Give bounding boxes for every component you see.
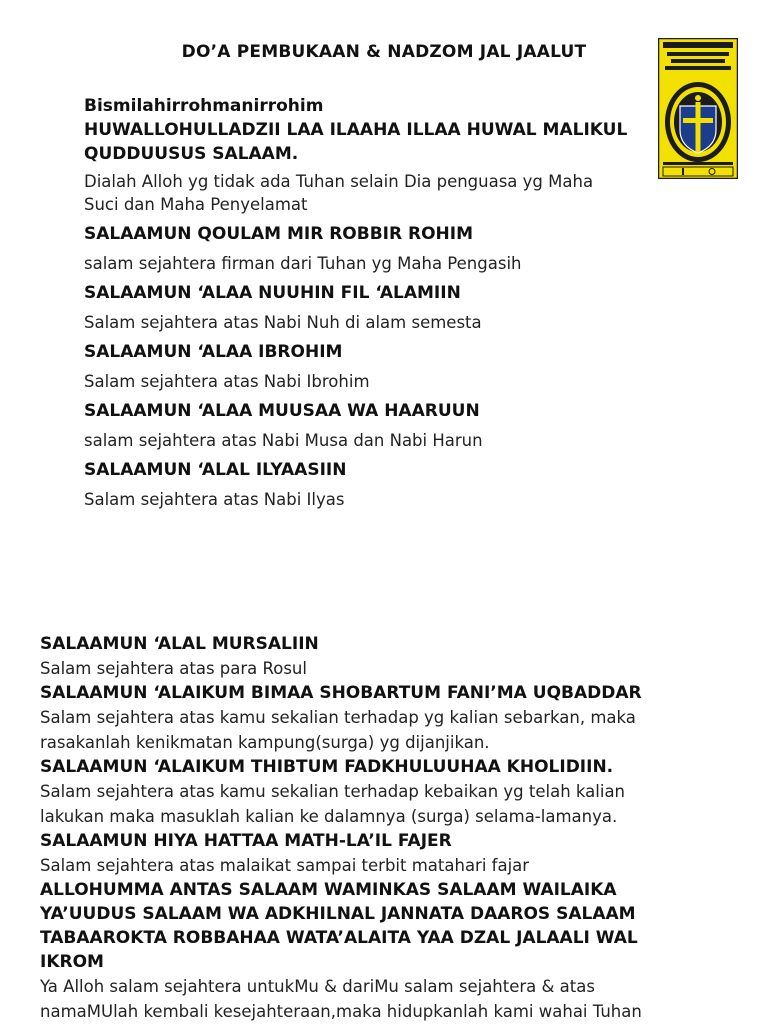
thibtum-arabic: SALAAMUN ‘ALAIKUM THIBTUM FADKHULUUHAA KHOLIDIIN. — [40, 757, 614, 777]
allohumma-arabic-line: TABAAROKTA ROBBAHAA WATA’ALAITA YAA DZAL JALAALI WAL — [40, 928, 638, 948]
basmalah-text: Bismilahirrohmanirrohim — [84, 96, 324, 116]
section-jal-jaalut — [40, 632, 740, 1024]
nuuhin-arabic: SALAAMUN ‘ALAA NUUHIN FIL ‘ALAMIIN — [84, 283, 461, 303]
qoulam-meaning: salam sejahtera firman dari Tuhan yg Maha Pengasih — [84, 254, 522, 273]
huwa-meaning-line: Suci dan Maha Penyelamat — [84, 195, 308, 214]
allohumma-arabic-line: IKROM — [40, 952, 104, 972]
ilyaasiin-arabic: SALAAMUN ‘ALAL ILYAASIIN — [84, 460, 347, 480]
thibtum-meaning-line: lakukan maka masuklah kalian ke dalamnya (surga) selama-lamanya. — [40, 807, 618, 826]
shobartum-arabic: SALAAMUN ‘ALAIKUM BIMAA SHOBARTUM FANI’MA UQBADDAR — [40, 683, 642, 703]
shobartum-meaning-line: rasakanlah kenikmatan kampung(surga) yg dijanjikan. — [40, 733, 490, 752]
allohumma-meaning-line: Ya Alloh salam sejahtera untukMu & dariMu salam sejahtera & atas — [40, 977, 595, 996]
muusaa-arabic: SALAAMUN ‘ALAA MUUSAA WA HAARUUN — [84, 401, 480, 421]
shobartum-meaning-line: Salam sejahtera atas kamu sekalian terhadap yg kalian sebarkan, maka — [40, 708, 636, 727]
fajer-arabic: SALAAMUN HIYA HATTAA MATH-LA’IL FAJER — [40, 831, 452, 851]
ilyaasiin-meaning: Salam sejahtera atas Nabi Ilyas — [84, 490, 345, 509]
allohumma-meaning-line: namaMUlah kembali kesejahteraan,maka hidupkanlah kami wahai Tuhan — [40, 1002, 642, 1021]
huwa-meaning-line: Dialah Alloh yg tidak ada Tuhan selain Dia penguasa yg Maha — [84, 172, 594, 191]
fajer-meaning: Salam sejahtera atas malaikat sampai terbit matahari fajar — [40, 856, 530, 875]
muusaa-meaning: salam sejahtera atas Nabi Musa dan Nabi Harun — [84, 431, 483, 450]
huwa-arabic-line: QUDDUUSUS SALAAM. — [84, 144, 299, 164]
section-opening-prayer — [84, 94, 664, 511]
mursaliin-arabic: SALAAMUN ‘ALAL MURSALIIN — [40, 634, 319, 654]
huwa-arabic-line: HUWALLOHULLADZII LAA ILAAHA ILLAA HUWAL MALIKUL — [84, 120, 628, 140]
nuuhin-meaning: Salam sejahtera atas Nabi Nuh di alam semesta — [84, 313, 482, 332]
mursaliin-meaning: Salam sejahtera atas para Rosul — [40, 659, 307, 678]
ibrohim-meaning: Salam sejahtera atas Nabi Ibrohim — [84, 372, 370, 391]
allohumma-arabic-line: YA’UUDUS SALAAM WA ADKHILNAL JANNATA DAAROS SALAAM — [40, 904, 636, 924]
page-title: DO’A PEMBUKAAN & NADZOM JAL JAALUT — [181, 42, 587, 62]
thibtum-meaning-line: Salam sejahtera atas kamu sekalian terhadap kebaikan yg telah kalian — [40, 782, 626, 801]
emblem-shield-icon — [658, 38, 738, 179]
qoulam-arabic: SALAAMUN QOULAM MIR ROBBIR ROHIM — [84, 224, 473, 244]
ibrohim-arabic: SALAAMUN ‘ALAA IBROHIM — [84, 342, 343, 362]
allohumma-arabic-line: ALLOHUMMA ANTAS SALAAM WAMINKAS SALAAM WAILAIKA — [40, 880, 617, 900]
organization-emblem-logo — [658, 38, 738, 179]
